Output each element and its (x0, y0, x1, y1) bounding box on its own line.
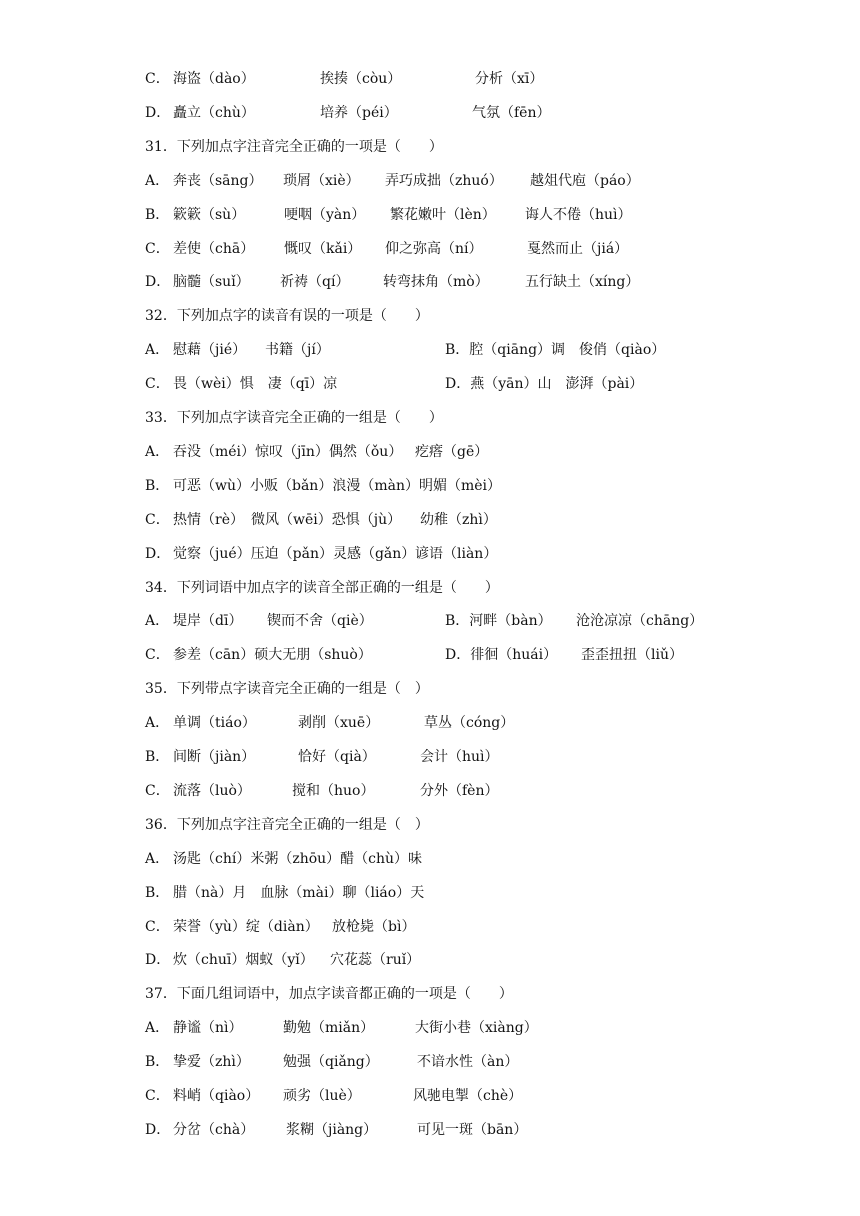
option-term: 汤匙（chí）米粥（zhōu）醋（chù）味 (173, 850, 423, 867)
option-term: 歪歪扭扭（liǔ） (581, 647, 683, 664)
option-term: 戛然而止（jiá） (527, 240, 629, 257)
answer-option-row (0, 169, 860, 193)
option-term: 差使（chā） (173, 240, 255, 257)
question-stem (0, 406, 860, 430)
answer-option-row (0, 779, 860, 803)
option-term: 诲人不倦（huì） (525, 206, 632, 223)
answer-option-row (0, 881, 860, 905)
option-term: B．腔（qiāng）调 俊俏（qiào） (445, 342, 666, 359)
question-stem (0, 576, 860, 600)
option-term: 放枪毙（bì） (332, 918, 416, 935)
option-term: 挚爱（zhì） (173, 1054, 250, 1071)
option-term: 可恶（wù）小贩（bǎn）浪漫（màn）明媚（mèi） (173, 477, 502, 494)
option-label: C． (145, 918, 170, 935)
option-term: 谚语（liàn） (415, 545, 498, 562)
option-term: 流落（luò） (173, 782, 251, 799)
answer-option-row (0, 67, 860, 91)
option-term: 五行缺土（xíng） (525, 274, 640, 291)
option-label: D． (145, 545, 171, 562)
option-label: B． (145, 206, 170, 223)
answer-option-row (0, 474, 860, 498)
option-term: 穴花蕊（ruǐ） (330, 952, 421, 969)
option-label: A． (145, 172, 170, 189)
option-term: 哽咽（yàn） (284, 206, 366, 223)
option-label: A． (145, 342, 170, 359)
question-text: 35．下列带点字读音完全正确的一组是（ ） (145, 681, 429, 698)
option-term: D．徘徊（huái） (445, 647, 558, 664)
option-term: 分析（xī） (475, 71, 544, 87)
option-term: 慨叹（kǎi） (284, 240, 362, 257)
question-stem (0, 813, 860, 837)
option-term: 繁花嫩叶（lèn） (390, 206, 496, 223)
answer-option-row (0, 101, 860, 125)
option-term: 脑髓（suǐ） (173, 274, 250, 291)
option-label: D． (145, 1121, 171, 1138)
option-label: B． (145, 1054, 170, 1071)
option-label: C． (145, 647, 170, 664)
answer-option-row (0, 1118, 860, 1142)
option-term: 疙瘩（gē） (415, 443, 489, 460)
option-term: 荣誉（yù）绽（diàn） (173, 918, 319, 935)
option-term: 祈祷（qí） (280, 274, 350, 291)
option-label: A． (145, 850, 170, 867)
option-term: 琐屑（xiè） (283, 172, 360, 189)
option-term: 分岔（chà） (173, 1121, 255, 1138)
option-label: D． (145, 274, 171, 291)
option-term: 慰藉（jié） (173, 342, 247, 359)
question-stem (0, 982, 860, 1006)
option-term: 搅和（huo） (292, 782, 375, 799)
option-term: B．河畔（bàn） (445, 613, 552, 630)
option-term: 奔丧（sāng） (173, 172, 263, 189)
option-label: C． (145, 1088, 170, 1104)
option-term: 气氛（fēn） (472, 104, 551, 121)
answer-option-row (0, 1050, 860, 1074)
option-term: 静谧（nì） (173, 1020, 243, 1037)
option-term: 畏（wèi）惧 凄（qī）凉 (173, 376, 338, 393)
option-term: 矗立（chù） (173, 104, 255, 121)
answer-option-row (0, 338, 860, 362)
option-label: C． (145, 240, 170, 257)
answer-option-row (0, 915, 860, 939)
answer-option-row (0, 372, 860, 396)
option-term: 剥削（xuē） (298, 715, 380, 732)
option-term: 风驰电掣（chè） (413, 1088, 523, 1104)
question-stem (0, 135, 860, 159)
answer-option-row (0, 237, 860, 261)
option-term: 堤岸（dī） (173, 613, 243, 630)
option-term: 仰之弥高（ní） (385, 240, 483, 257)
option-term: 草丛（cóng） (424, 715, 515, 732)
answer-option-row (0, 270, 860, 294)
option-term: 挨揍（còu） (320, 71, 402, 87)
option-label: B． (145, 749, 170, 765)
option-term: 转弯抹角（mò） (383, 274, 489, 291)
option-label: C． (145, 782, 170, 799)
option-term: 勤勉（miǎn） (283, 1020, 375, 1037)
question-text: 33．下列加点字读音完全正确的一组是（ ） (145, 410, 443, 426)
question-text: 37．下面几组词语中，加点字读音都正确的一项是（ ） (145, 986, 513, 1003)
option-term: 幼稚（zhì） (420, 511, 497, 528)
answer-option-row (0, 203, 860, 227)
option-term: 勉强（qiǎng） (283, 1054, 379, 1071)
option-term: 大街小巷（xiàng） (415, 1020, 538, 1037)
question-text: 32．下列加点字的读音有误的一项是（ ） (145, 308, 429, 325)
option-term: 炊（chuī）烟蚁（yǐ） (173, 952, 314, 969)
answer-option-row (0, 1084, 860, 1108)
option-term: 不谙水性（àn） (417, 1054, 519, 1071)
option-term: 书籍（jí） (265, 342, 330, 359)
option-term: 腊（nà）月 血脉（mài）聊（liáo）天 (173, 884, 425, 901)
option-term: 参差（cān）硕大无朋（shuò） (173, 647, 372, 664)
option-term: D．燕（yān）山 澎湃（pài） (445, 376, 644, 393)
option-label: A． (145, 715, 170, 732)
answer-option-row (0, 1016, 860, 1040)
option-term: 海盗（dào） (173, 71, 255, 87)
option-term: 恰好（qià） (298, 749, 376, 765)
option-label: A． (145, 443, 170, 460)
option-label: B． (145, 884, 170, 901)
option-term: 弄巧成拙（zhuó） (385, 172, 503, 189)
option-term: 觉察（jué）压迫（pǎn）灵感（gǎn） (173, 545, 416, 562)
answer-option-row (0, 609, 860, 633)
option-label: C． (145, 71, 170, 87)
option-term: 间断（jiàn） (173, 749, 256, 765)
option-label: C． (145, 511, 170, 528)
option-term: 越俎代庖（páo） (530, 172, 640, 189)
question-text: 36．下列加点字注音完全正确的一组是（ ） (145, 816, 429, 833)
option-term: 料峭（qiào） (173, 1088, 260, 1104)
option-label: B． (145, 477, 170, 494)
question-text: 34．下列词语中加点字的读音全部正确的一组是（ ） (145, 579, 499, 596)
answer-option-row (0, 643, 860, 667)
option-term: 分外（fèn） (420, 782, 499, 799)
answer-option-row (0, 542, 860, 566)
answer-option-row (0, 711, 860, 735)
option-label: D． (145, 104, 171, 121)
option-label: D． (145, 952, 171, 969)
answer-option-row (0, 847, 860, 871)
question-stem (0, 677, 860, 701)
option-term: 热情（rè） 微风（wēi）恐惧（jù） (173, 511, 402, 528)
answer-option-row (0, 745, 860, 769)
answer-option-row (0, 508, 860, 532)
option-label: A． (145, 1020, 170, 1037)
option-label: C． (145, 376, 170, 393)
option-term: 顽劣（luè） (283, 1088, 361, 1104)
option-term: 可见一斑（bān） (417, 1121, 528, 1138)
option-term: 锲而不舍（qiè） (267, 613, 373, 630)
question-stem (0, 304, 860, 328)
option-label: A． (145, 613, 170, 630)
answer-option-row (0, 948, 860, 972)
option-term: 单调（tiáo） (173, 715, 256, 732)
option-term: 培养（péi） (320, 104, 398, 121)
option-term: 会计（huì） (420, 749, 499, 765)
option-term: 吞没（méi）惊叹（jīn）偶然（ǒu） (173, 443, 403, 460)
option-term: 浆糊（jiàng） (286, 1121, 378, 1138)
answer-option-row (0, 440, 860, 464)
question-text: 31．下列加点字注音完全正确的一项是（ ） (145, 138, 443, 155)
option-term: 沧沧凉凉（chāng） (576, 613, 704, 630)
option-term: 簌簌（sù） (173, 206, 246, 223)
